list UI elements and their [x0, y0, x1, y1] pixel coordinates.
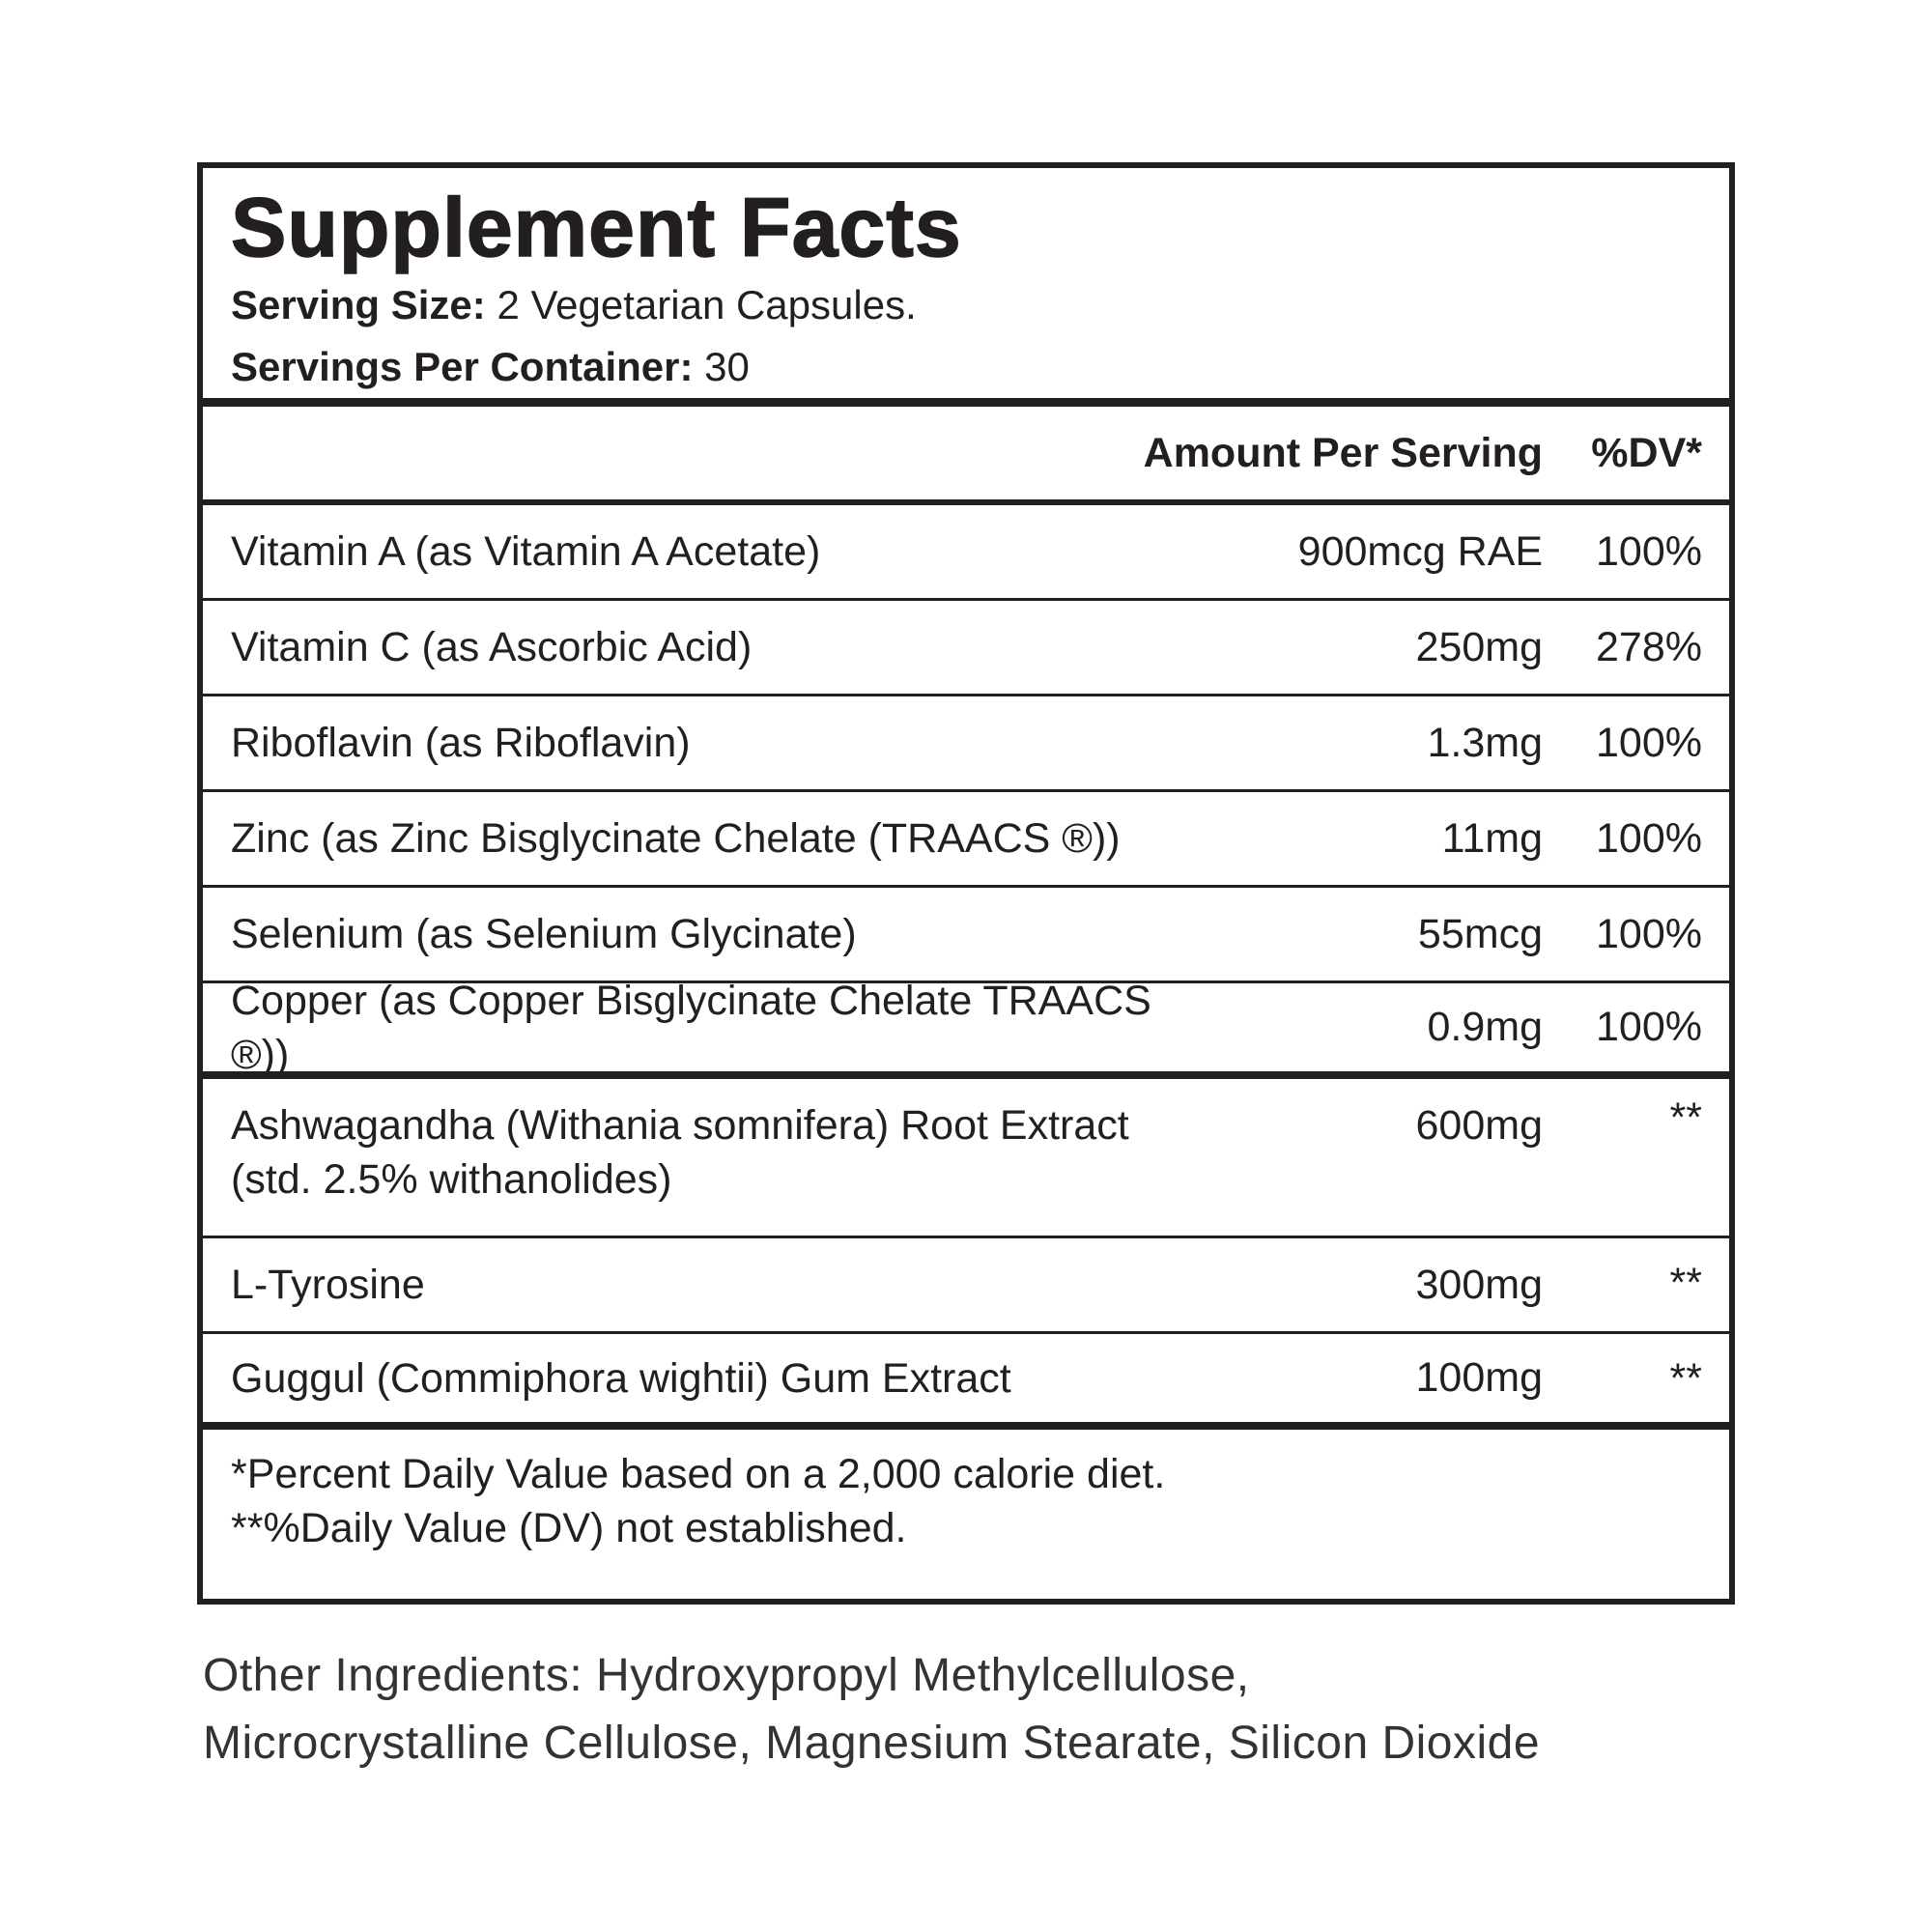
footnotes — [203, 1430, 1729, 1599]
ingredient-dv: 100% — [1596, 814, 1702, 862]
supplement-facts-panel — [197, 162, 1735, 1605]
ingredient-amount: 0.9mg — [1427, 1004, 1543, 1050]
table-row — [203, 1238, 1729, 1334]
ingredient-dv: ** — [1669, 1355, 1702, 1402]
ingredient-dv: 100% — [1596, 719, 1702, 766]
table-row — [203, 696, 1729, 792]
ingredient-amount: 600mg — [1415, 1102, 1543, 1149]
ingredient-amount: 55mcg — [1417, 910, 1543, 957]
ingredient-dv: 100% — [1596, 910, 1702, 957]
panel-title: Supplement Facts — [231, 182, 962, 274]
table-row — [203, 888, 1729, 983]
ingredient-name — [203, 1098, 1156, 1207]
ingredient-dv: 278% — [1596, 623, 1702, 670]
other-ingredients-line2: Microcrystalline Cellulose, Magnesium Stearate, Silicon Dioxide — [203, 1718, 1541, 1769]
ingredient-dv: 100% — [1596, 527, 1702, 575]
serving-size-label: Serving Size: — [231, 282, 486, 327]
table-row — [203, 1334, 1729, 1430]
table-row — [203, 977, 1729, 1079]
ingredient-name: Selenium (as Selenium Glycinate) — [231, 911, 857, 957]
panel-header — [203, 168, 1729, 407]
table-row — [203, 792, 1729, 888]
ingredient-amount: 11mg — [1441, 814, 1543, 862]
ingredient-name: Vitamin C (as Ascorbic Acid) — [231, 624, 753, 670]
ingredient-name-line2: (std. 2.5% withanolides) — [231, 1156, 672, 1203]
ingredient-name: Copper (as Copper Bisglycinate Chelate TRAACS ®)) — [231, 977, 1151, 1078]
ingredient-amount: 250mg — [1415, 623, 1543, 670]
table-row — [203, 601, 1729, 696]
serving-size-value: 2 Vegetarian Capsules. — [497, 282, 917, 327]
dv-header: %DV* — [1591, 429, 1702, 476]
ingredient-amount: 900mcg RAE — [1297, 527, 1543, 575]
footnote-dv: *Percent Daily Value based on a 2,000 calorie diet. — [231, 1451, 1166, 1497]
ingredient-amount: 300mg — [1415, 1261, 1543, 1308]
ingredient-dv: ** — [1669, 1260, 1702, 1306]
ingredient-dv: ** — [1669, 1094, 1702, 1141]
amount-header: Amount Per Serving — [1143, 429, 1543, 476]
ingredient-name: L-Tyrosine — [231, 1262, 425, 1308]
servings-per-container-value: 30 — [704, 344, 750, 389]
serving-size — [231, 274, 1729, 336]
ingredient-name: Guggul (Commiphora wightii) Gum Extract — [231, 1354, 1011, 1402]
ingredient-dv: 100% — [1596, 1004, 1702, 1050]
servings-per-container-label: Servings Per Container: — [231, 344, 694, 389]
ingredient-name-line1: Ashwagandha (Withania somnifera) Root Extract — [231, 1102, 1129, 1149]
ingredient-name: Vitamin A (as Vitamin A Acetate) — [231, 528, 821, 575]
table-row — [203, 505, 1729, 601]
ingredient-amount: 100mg — [1415, 1354, 1543, 1401]
ingredient-name: Zinc (as Zinc Bisglycinate Chelate (TRAACS ®)) — [231, 815, 1121, 862]
ingredient-amount: 1.3mg — [1427, 719, 1543, 766]
column-header-row — [203, 407, 1729, 505]
footnote-not-established: **%Daily Value (DV) not established. — [231, 1505, 907, 1551]
table-row — [203, 1079, 1729, 1238]
servings-per-container — [231, 336, 1729, 398]
other-ingredients — [203, 1642, 1540, 1777]
other-ingredients-line1: Other Ingredients: Hydroxypropyl Methylcellulose, — [203, 1650, 1250, 1701]
ingredient-name: Riboflavin (as Riboflavin) — [231, 720, 691, 766]
